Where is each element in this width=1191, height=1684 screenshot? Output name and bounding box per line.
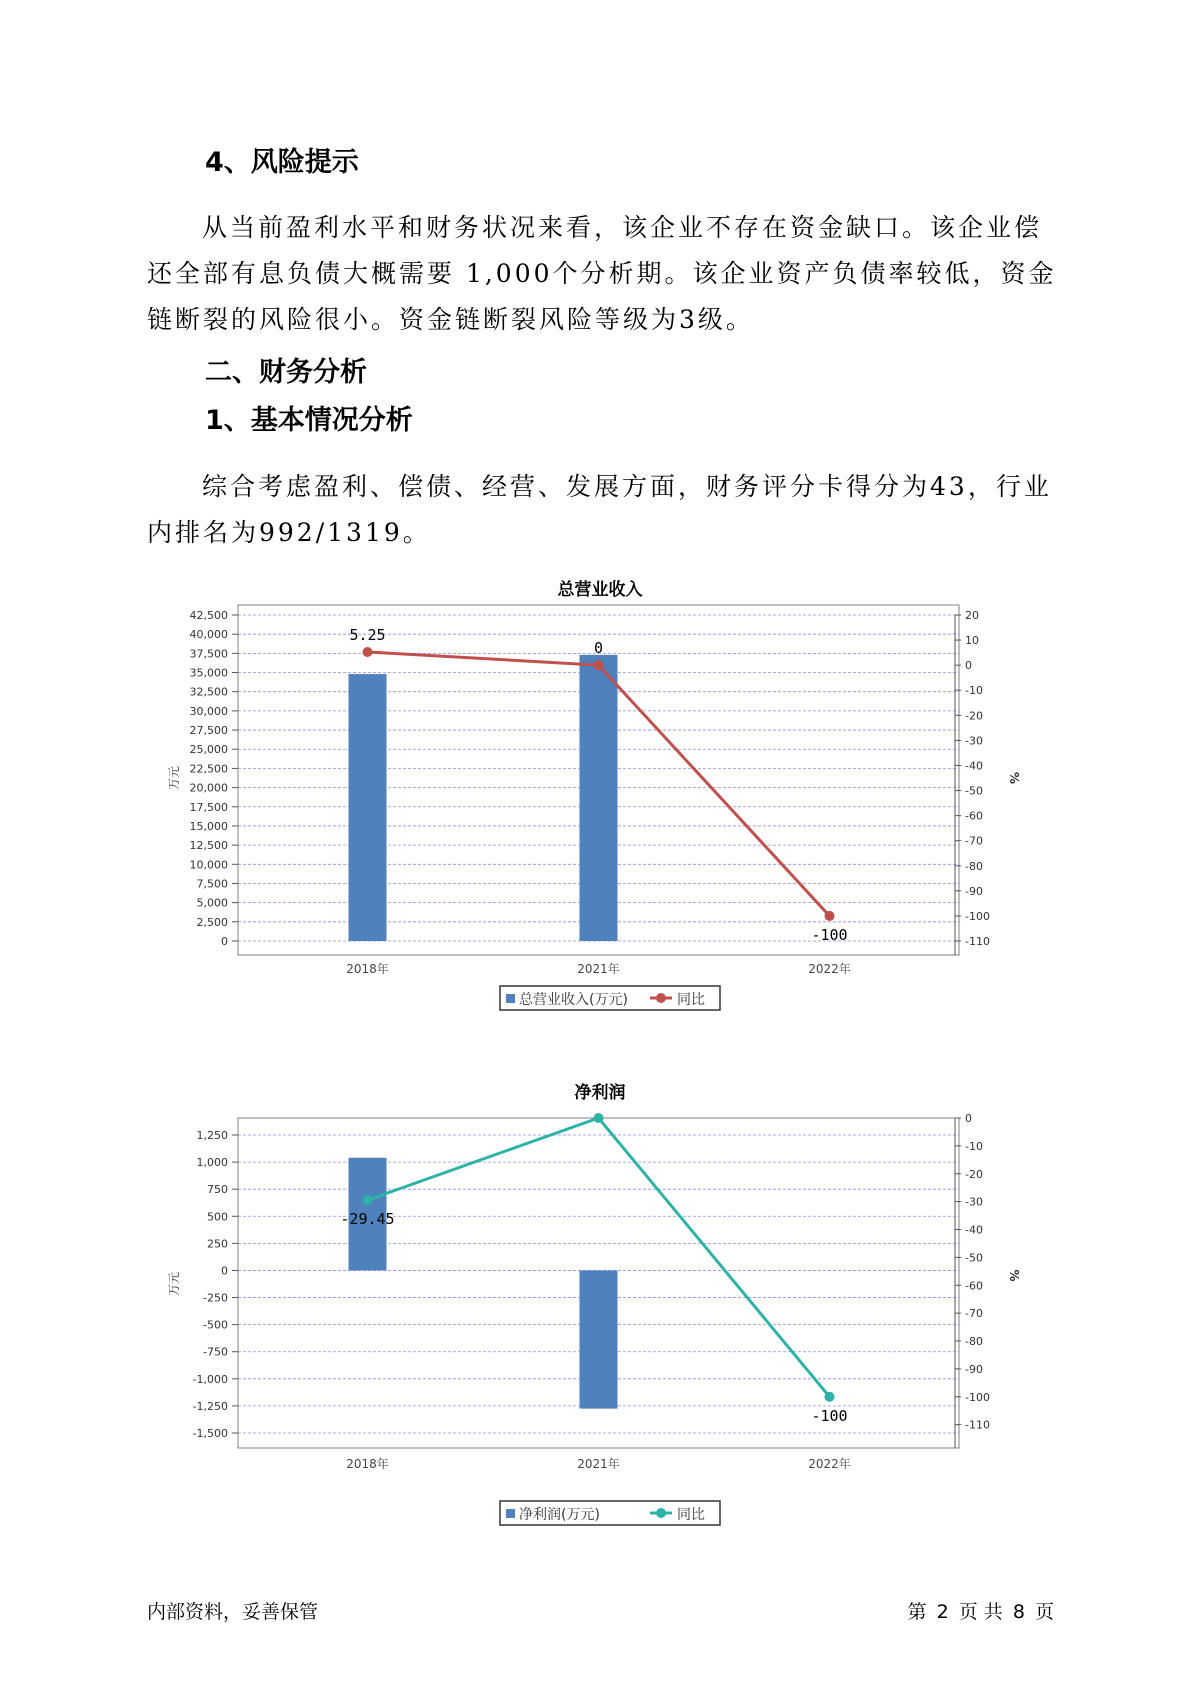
y2-tick-label: -90: [965, 884, 983, 898]
basic-paragraph: [147, 464, 1052, 556]
footer-note: 内部资料，妥善保管: [147, 1601, 319, 1623]
y-tick-label: 30,000: [189, 704, 228, 718]
x-tick-label: 2022年: [808, 1457, 851, 1471]
data-label: -29.45: [340, 1210, 395, 1229]
y2-tick-label: -30: [965, 734, 983, 748]
legend-bar-swatch: [506, 994, 515, 1003]
y-tick-label: -250: [203, 1291, 228, 1305]
y-tick-label: 5,000: [196, 896, 228, 910]
x-tick-label: 2021年: [577, 962, 620, 976]
y-tick-label: 37,500: [189, 647, 228, 661]
basic-line-2: 内排名为992/1319。: [147, 518, 431, 547]
y-tick-label: 22,500: [189, 762, 228, 776]
y2-tick-label: -80: [965, 1335, 983, 1349]
y-tick-label: -1,250: [192, 1399, 228, 1413]
y2-tick-label: 20: [965, 609, 979, 622]
data-label: 5.25: [349, 625, 386, 644]
net-profit-chart: [167, 1078, 1030, 1553]
bar: [580, 655, 618, 941]
y-tick-label: 12,500: [189, 839, 228, 853]
y-tick-label: 250: [207, 1237, 228, 1251]
y2-tick-label: -80: [965, 859, 983, 873]
y-tick-label: 7,500: [196, 877, 228, 891]
y2-tick-label: -60: [965, 809, 983, 823]
y2-axis-label: %: [1007, 771, 1021, 785]
basic-heading: 1、基本情况分析: [205, 405, 413, 436]
y2-tick-label: 10: [965, 634, 979, 648]
yoy-point: [825, 911, 835, 921]
y2-tick-label: -70: [965, 834, 983, 848]
yoy-point: [594, 660, 604, 670]
y-tick-label: 0: [221, 1264, 228, 1278]
data-label: -100: [811, 1406, 848, 1425]
page-number: 2: [936, 1601, 949, 1623]
page-mid: 页 共: [958, 1601, 1003, 1623]
y-tick-label: 0: [221, 935, 228, 948]
x-tick-label: 2018年: [346, 962, 389, 976]
basic-line-1: 综合考虑盈利、偿债、经营、发展方面，财务评分卡得分为43，行业: [202, 472, 1052, 501]
y-tick-label: 35,000: [189, 666, 228, 680]
y2-tick-label: 0: [965, 1112, 972, 1125]
y-tick-label: 20,000: [189, 781, 228, 795]
y-axis-label: 万元: [167, 1271, 181, 1297]
y-tick-label: 40,000: [189, 628, 228, 642]
y-tick-label: -750: [203, 1345, 228, 1359]
y-tick-label: 10,000: [189, 858, 228, 872]
legend-bar-label: 总营业收入(万元): [519, 992, 628, 1008]
y-tick-label: 1,250: [196, 1129, 228, 1142]
risk-paragraph: [147, 205, 1057, 343]
y2-tick-label: -110: [965, 935, 990, 948]
legend-line-label: 同比: [677, 992, 705, 1008]
y-tick-label: 500: [207, 1210, 228, 1224]
page-indicator: [908, 1597, 1054, 1624]
y2-tick-label: -100: [965, 909, 990, 923]
net-profit-chart-svg: [167, 1078, 1030, 1553]
data-label: -100: [811, 925, 848, 944]
y2-tick-label: -50: [965, 1251, 983, 1265]
y2-tick-label: -70: [965, 1307, 983, 1321]
revenue-chart: [167, 575, 1030, 1030]
y2-tick-label: -90: [965, 1362, 983, 1376]
y2-axis-label: %: [1007, 1269, 1021, 1282]
y-tick-label: 17,500: [189, 800, 228, 814]
y-tick-label: 1,000: [196, 1156, 228, 1170]
x-tick-label: 2018年: [346, 1457, 389, 1471]
page-prefix: 第: [907, 1601, 927, 1623]
legend-line-marker: [656, 993, 666, 1003]
y2-tick-label: -100: [965, 1390, 990, 1404]
y-axis-label: 万元: [167, 765, 181, 791]
y-tick-label: 750: [207, 1183, 228, 1197]
y-tick-label: 15,000: [189, 819, 228, 833]
y-tick-label: -1,500: [192, 1427, 228, 1440]
bar: [349, 674, 387, 941]
x-tick-label: 2022年: [808, 962, 851, 976]
y2-tick-label: -50: [965, 784, 983, 798]
yoy-point: [363, 647, 373, 657]
y-tick-label: 42,500: [189, 609, 228, 622]
yoy-point: [363, 1195, 373, 1205]
legend-line-marker: [656, 1508, 666, 1518]
chart-title: 净利润: [574, 1083, 626, 1103]
risk-line-1: 从当前盈利水平和财务状况来看，该企业不存在资金缺口。该企业偿: [202, 213, 1043, 242]
yoy-point: [594, 1113, 604, 1123]
page-total: 8: [1012, 1601, 1025, 1623]
y2-tick-label: -110: [965, 1418, 990, 1432]
y-tick-label: -500: [203, 1318, 228, 1332]
bar: [580, 1270, 618, 1408]
y-tick-label: 32,500: [189, 685, 228, 699]
page-suffix: 页: [1034, 1601, 1054, 1623]
y2-tick-label: -10: [965, 684, 983, 698]
x-tick-label: 2021年: [577, 1457, 620, 1471]
y-tick-label: -1,000: [192, 1372, 228, 1386]
chart-title: 总营业收入: [557, 580, 643, 600]
y2-tick-label: -10: [965, 1139, 983, 1153]
y2-tick-label: -20: [965, 1167, 983, 1181]
y2-tick-label: -30: [965, 1195, 983, 1209]
legend-line-label: 同比: [677, 1507, 705, 1523]
yoy-point: [825, 1392, 835, 1402]
y2-tick-label: -40: [965, 759, 983, 773]
y-tick-label: 25,000: [189, 743, 228, 757]
y2-tick-label: -40: [965, 1223, 983, 1237]
y-tick-label: 27,500: [189, 724, 228, 738]
risk-line-2: 还全部有息负债大概需要 1,000个分析期。该企业资产负债率较低，资金: [147, 259, 1057, 288]
data-label: 0: [593, 639, 604, 658]
risk-line-3: 链断裂的风险很小。资金链断裂风险等级为3级。: [147, 305, 754, 334]
finance-heading: 二、财务分析: [205, 357, 367, 388]
revenue-chart-svg: [167, 575, 1030, 1030]
y2-tick-label: 0: [965, 659, 972, 673]
risk-heading: 4、风险提示: [205, 147, 359, 178]
legend-bar-swatch: [506, 1509, 515, 1518]
y2-tick-label: -60: [965, 1279, 983, 1293]
legend-bar-label: 净利润(万元): [519, 1507, 600, 1523]
y-tick-label: 2,500: [196, 915, 228, 929]
y2-tick-label: -20: [965, 709, 983, 723]
